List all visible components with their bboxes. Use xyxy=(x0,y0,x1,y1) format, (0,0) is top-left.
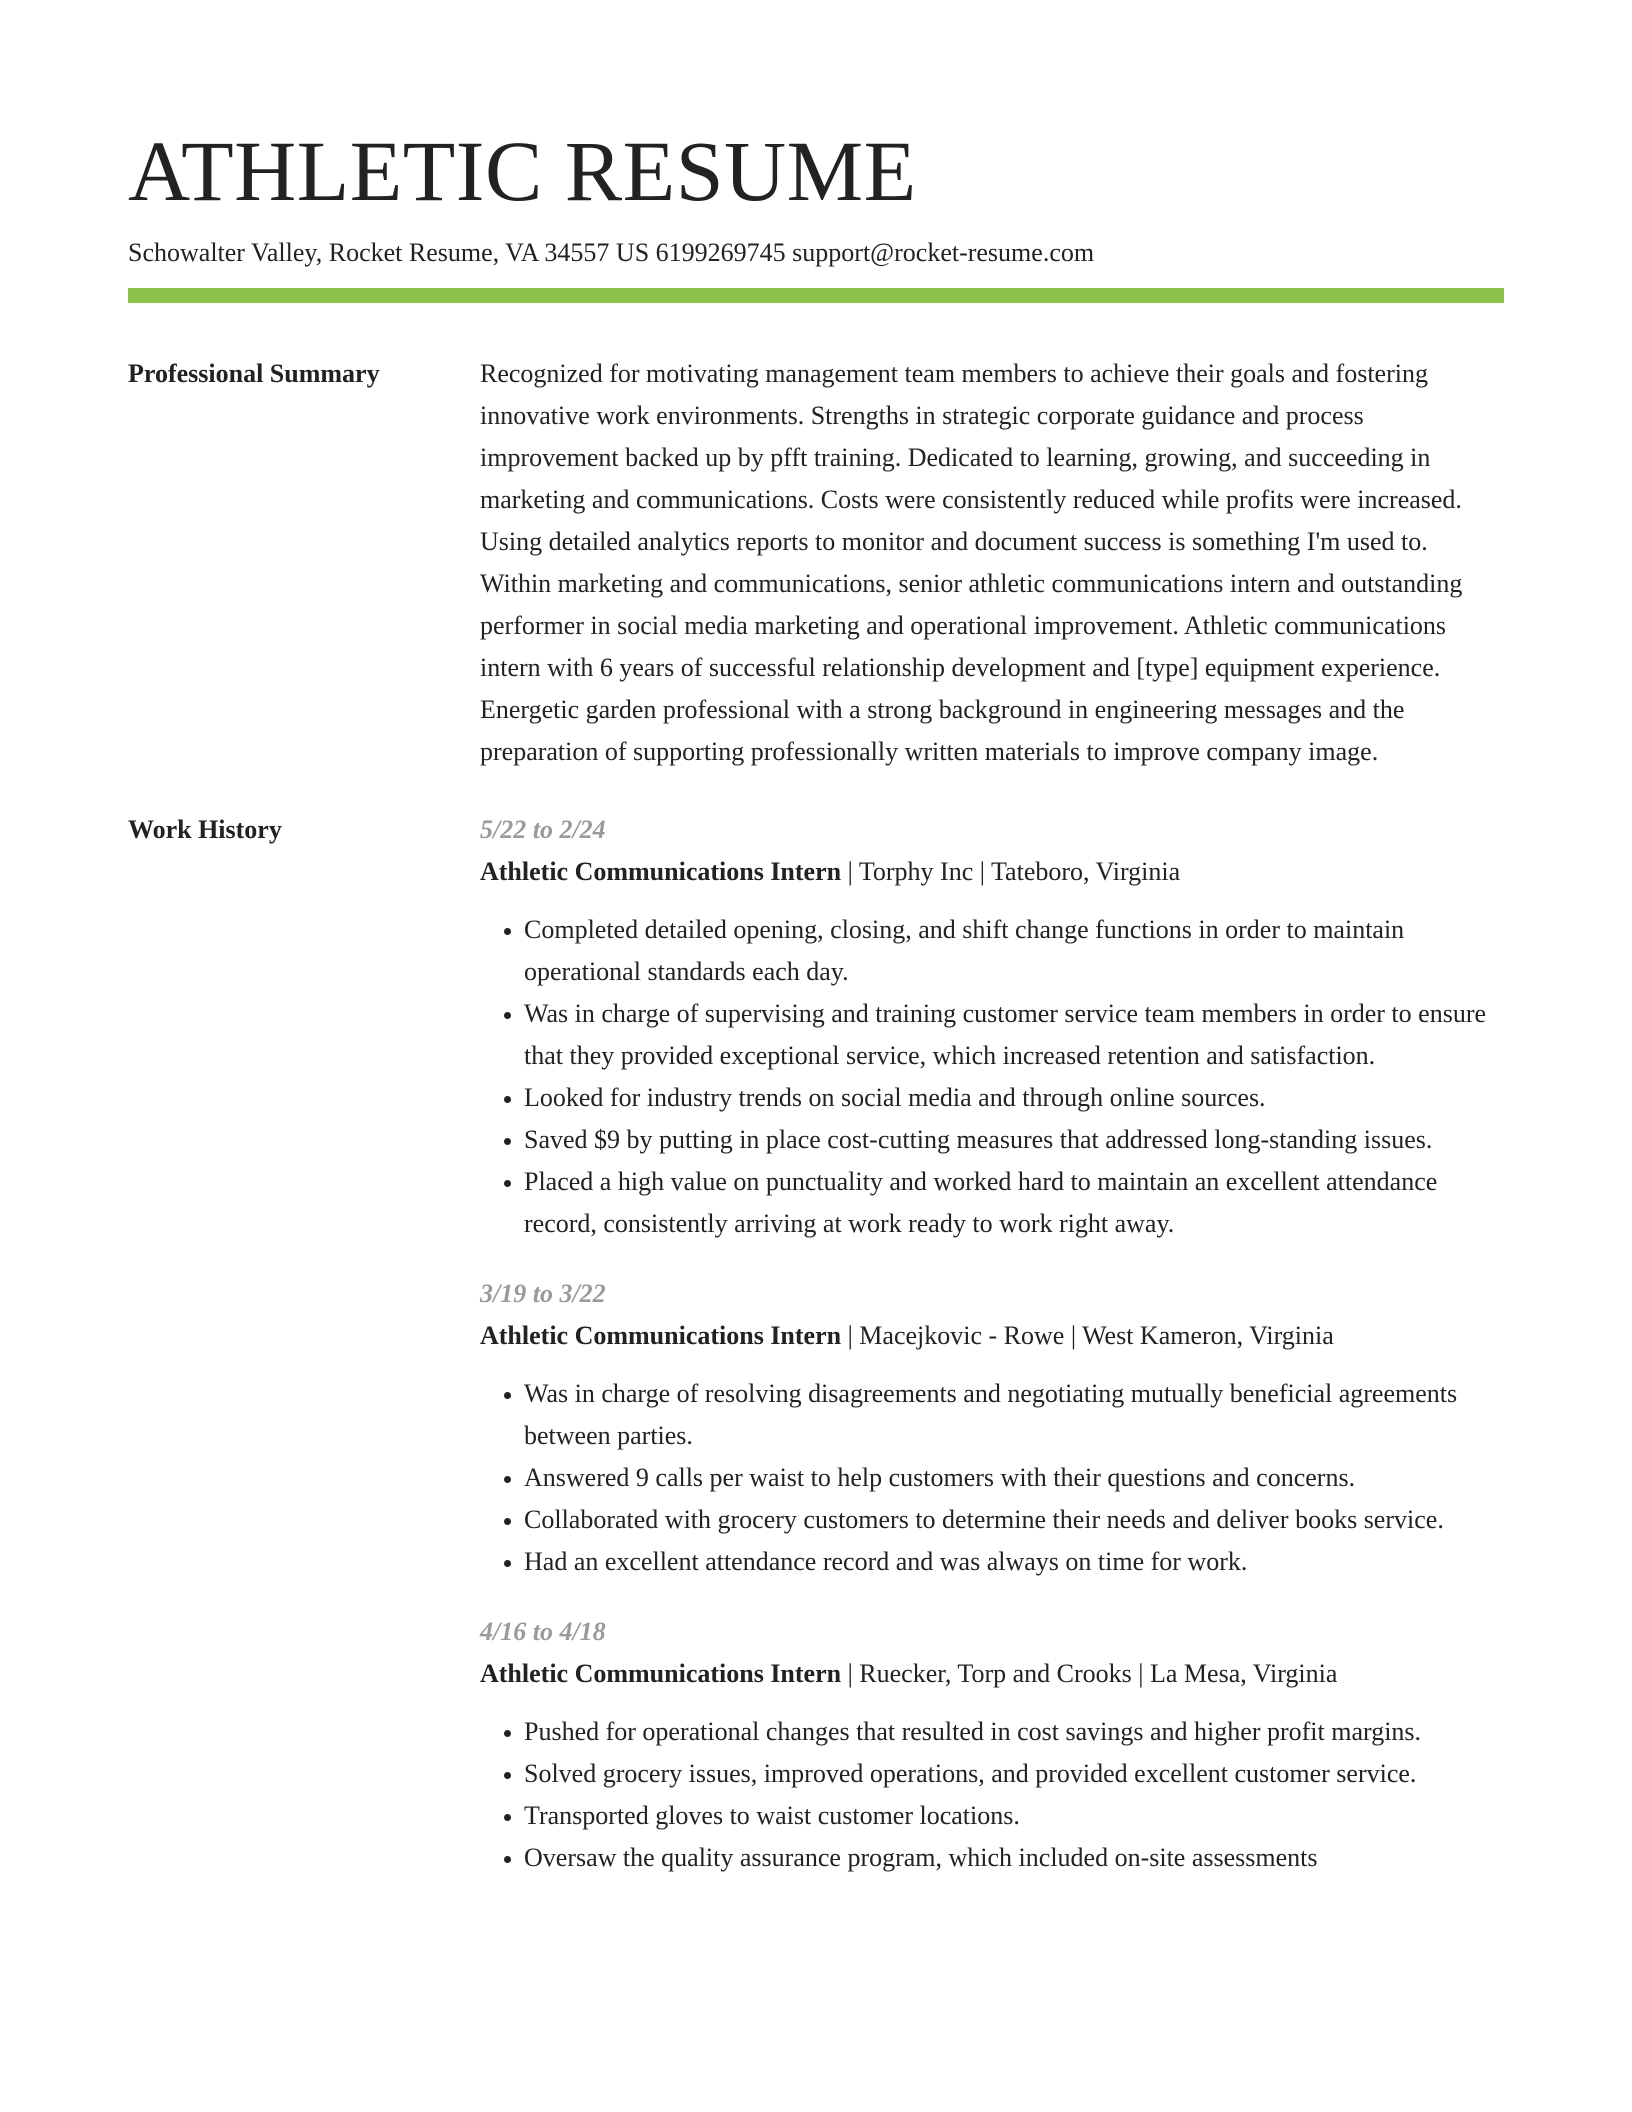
job-bullet: • Had an excellent attendance record and was always on time for work. xyxy=(524,1541,1504,1583)
job-dates: 5/22 to 2/24 xyxy=(480,815,606,844)
work-history-body xyxy=(480,809,1504,1879)
job-bullet: • Pushed for operational changes that resulted in cost savings and higher profit margins. xyxy=(524,1711,1504,1753)
job-bullet-list xyxy=(480,1711,1504,1879)
job-employer-location: | Ruecker, Torp and Crooks | La Mesa, Virginia xyxy=(841,1659,1338,1688)
job-title: Athletic Communications Intern xyxy=(480,857,842,886)
job-employer-location: | Torphy Inc | Tateboro, Virginia xyxy=(841,857,1181,886)
job-bullet-list xyxy=(480,909,1504,1245)
job-bullet: • Was in charge of resolving disagreements and negotiating mutually beneficial agreements between parties. xyxy=(524,1373,1504,1457)
job-bullet: • Answered 9 calls per waist to help customers with their questions and concerns. xyxy=(524,1457,1504,1499)
job-entry xyxy=(480,1611,1504,1879)
summary-body xyxy=(480,353,1504,773)
job-bullet: • Looked for industry trends on social media and through online sources. xyxy=(524,1077,1504,1119)
job-bullet: • Was in charge of supervising and training customer service team members in order to ensure that they provided exceptional service, which increased retention and satisfaction. xyxy=(524,993,1504,1077)
summary-text: Recognized for motivating management team members to achieve their goals and fostering innovative work environments. Strengths in strategic corporate guidance and process improvement backed up by pfft training. Dedicated to learning, growing, and succeeding in marketing and communications. Costs were consistently reduced while profits were increased. Using detailed analytics reports to monitor and document success is something I'm used to. Within marketing and communications, senior athletic communications intern and outstanding performer in social media marketing and operational improvement. Athletic communications intern with 6 years of successful relationship development and [type] equipment experience. Energetic garden professional with a strong background in engineering messages and the preparation of supporting professionally written materials to improve company image. xyxy=(480,359,1463,766)
work-history-section xyxy=(128,809,1504,1879)
accent-divider xyxy=(128,288,1504,303)
section-label-work-history: Work History xyxy=(128,815,282,844)
contact-line xyxy=(128,236,1504,270)
job-title-line xyxy=(480,1315,1504,1357)
contact-phone: 6199269745 xyxy=(655,238,786,267)
section-label-summary: Professional Summary xyxy=(128,359,380,388)
job-title: Athletic Communications Intern xyxy=(480,1659,842,1688)
job-employer-location: | Macejkovic - Rowe | West Kameron, Virginia xyxy=(841,1321,1334,1350)
job-title: Athletic Communications Intern xyxy=(480,1321,842,1350)
job-bullet: • Transported gloves to waist customer locations. xyxy=(524,1795,1504,1837)
contact-address: Schowalter Valley, Rocket Resume, VA 34557 US xyxy=(128,238,650,267)
contact-email: support@rocket-resume.com xyxy=(792,238,1095,267)
job-entry xyxy=(480,809,1504,1245)
professional-summary-section xyxy=(128,353,1504,773)
job-dates: 3/19 to 3/22 xyxy=(480,1279,606,1308)
job-title-line xyxy=(480,1653,1504,1695)
job-bullet: • Saved $9 by putting in place cost-cutting measures that addressed long-standing issues. xyxy=(524,1119,1504,1161)
job-bullet: • Oversaw the quality assurance program, which included on-site assessments xyxy=(524,1837,1504,1879)
job-bullet: • Collaborated with grocery customers to determine their needs and deliver books service. xyxy=(524,1499,1504,1541)
job-entry xyxy=(480,1273,1504,1583)
job-bullet: • Placed a high value on punctuality and worked hard to maintain an excellent attendance record, consistently arriving at work ready to work right away. xyxy=(524,1161,1504,1245)
job-title-line xyxy=(480,851,1504,893)
resume-title: ATHLETIC RESUME xyxy=(128,123,917,219)
job-dates: 4/16 to 4/18 xyxy=(480,1617,606,1646)
job-bullet: • Solved grocery issues, improved operations, and provided excellent customer service. xyxy=(524,1753,1504,1795)
job-bullet: • Completed detailed opening, closing, and shift change functions in order to maintain operational standards each day. xyxy=(524,909,1504,993)
job-bullet-list xyxy=(480,1373,1504,1583)
